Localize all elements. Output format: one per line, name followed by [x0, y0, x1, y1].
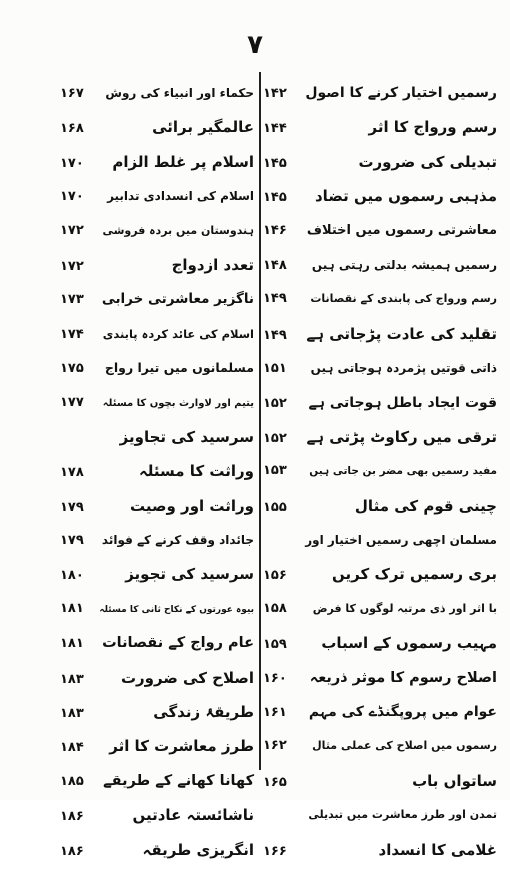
contents-entry: [263, 523, 503, 557]
entry-page-number: ۱۸۴: [60, 740, 84, 756]
entry-title: رسم ورواج کی پابندی کے نقصانات: [310, 292, 497, 306]
entry-title: عوام میں پروپگنڈے کی مہم: [308, 704, 497, 721]
entry-title: رسمیں اختیار کرنے کا اصول: [305, 85, 497, 101]
page-number: ۷: [247, 30, 263, 60]
contents-entry: [263, 110, 503, 144]
entry-title: تبدیلی کی ضرورت: [358, 152, 497, 171]
contents-entry: [60, 420, 256, 454]
entry-page-number: ۱۶۵: [263, 774, 287, 790]
entry-page-number: ۱۸۵: [60, 773, 84, 789]
entry-title: جائداد وقف کرنے کے فوائد: [101, 533, 254, 548]
entry-page-number: ۱۷۲: [60, 222, 84, 238]
entry-title: ناگزیر معاشرتی خرابی: [101, 291, 254, 308]
entry-title: طریقۂ زندگی: [153, 703, 254, 722]
contents-entry: [263, 729, 503, 763]
entry-page-number: ۱۴۶: [263, 222, 287, 238]
entry-title: اسلام کی عائد کردہ پابندی: [102, 326, 254, 341]
contents-entry: [60, 351, 256, 385]
entry-title: اصلاح رسوم کا موثر ذریعہ: [309, 669, 497, 686]
entry-title: سرسید کی تجاویز: [119, 427, 254, 446]
contents-entry: [263, 489, 503, 523]
entry-title: رسمیں ہمیشہ بدلتی رہتی ہیں: [311, 257, 497, 272]
contents-entry: [263, 798, 503, 832]
contents-entry: [263, 420, 503, 454]
contents-entry: [263, 214, 503, 248]
entry-page-number: ۱۷۸: [60, 465, 84, 481]
entry-page-number: ۱۷۲: [60, 258, 84, 274]
entry-page-number: ۱۸۶: [60, 843, 84, 859]
contents-entry: [263, 764, 503, 798]
entry-page-number: ۱۷۰: [60, 189, 84, 205]
contents-entry: [60, 454, 256, 488]
contents-entry: [60, 729, 256, 763]
contents-entry: [263, 145, 503, 179]
entry-page-number: ۱۵۶: [263, 568, 287, 584]
entry-page-number: ۱۴۲: [263, 86, 287, 101]
contents-entry: [60, 386, 256, 420]
entry-title: حکماء اور انبیاء کی روش: [105, 86, 254, 100]
contents-entry: [263, 282, 503, 316]
entry-page-number: ۱۵۸: [263, 600, 287, 616]
entry-page-number: ۱۷۴: [60, 326, 84, 342]
entry-page-number: ۱۴۸: [263, 257, 287, 273]
entry-title: بیوہ عورتوں کے نکاح ثانی کا مسئلہ: [99, 604, 254, 615]
contents-entry: [263, 661, 503, 695]
contents-entry: [60, 626, 256, 660]
entry-title: انگریزی طریقہ: [142, 840, 254, 859]
contents-entry: [60, 661, 256, 695]
entry-page-number: ۱۶۸: [60, 121, 84, 137]
entry-title: رسموں میں اصلاح کی عملی مثال: [312, 739, 497, 753]
entry-page-number: ۱۸۳: [60, 671, 84, 687]
contents-entry: [60, 764, 256, 798]
entry-page-number: ۱۴۴: [263, 121, 287, 137]
contents-entry: [60, 282, 256, 316]
contents-entry: [60, 489, 256, 523]
entry-page-number: ۱۷۷: [60, 394, 84, 410]
contents-entry: [263, 317, 503, 351]
entry-page-number: ۱۶۱: [263, 705, 287, 721]
entry-page-number: ۱۴۹: [263, 291, 287, 307]
entry-title: ترقی میں رکاوٹ پڑتی ہے: [306, 427, 497, 446]
entry-title: ناشائستہ عادتیں: [132, 806, 254, 825]
contents-entry: [263, 626, 503, 660]
entry-page-number: ۱۷۹: [60, 533, 84, 549]
entry-page-number: ۱۶۲: [263, 738, 287, 754]
contents-entry: [60, 110, 256, 144]
contents-entry: [263, 695, 503, 729]
entry-page-number: ۱۵۲: [263, 430, 287, 446]
entry-title: عام رواج کے نقصانات: [102, 635, 254, 652]
entry-title: چینی قوم کی مثال: [354, 496, 497, 515]
entry-page-number: ۱۷۹: [60, 499, 84, 515]
entry-title: اسلام پر غلط الزام: [112, 152, 254, 171]
entry-title: یتیم اور لاوارث بچوں کا مسئلہ: [102, 397, 254, 409]
entry-title: مسلمانوں میں تیرا رواج: [104, 360, 254, 376]
entry-title: تمدن اور طرز معاشرت میں تبدیلی: [308, 808, 497, 822]
contents-entry: [263, 454, 503, 488]
contents-entry: [263, 179, 503, 213]
entry-title: اسلام کی انسدادی تدابیر: [107, 189, 254, 204]
contents-entry: [263, 386, 503, 420]
entry-page-number: ۱۷۳: [60, 292, 84, 308]
entry-title: سرسید کی تجویز: [125, 565, 254, 584]
entry-title: کھانا کھانے کے طریقے: [103, 772, 254, 789]
entry-page-number: ۱۷۰: [60, 155, 84, 171]
entry-title: تقلید کی عادت پڑجاتی ہے: [306, 324, 497, 343]
entry-title: مہیب رسموں کے اسباب: [321, 634, 497, 653]
entry-page-number: ۱۵۱: [263, 361, 287, 377]
entry-title: ہندوستان میں بردہ فروشی: [102, 223, 254, 237]
entry-page-number: ۱۵۳: [263, 463, 287, 479]
entry-page-number: ۱۵۵: [263, 499, 287, 515]
entry-page-number: ۱۴۹: [263, 327, 287, 343]
entry-title: معاشرتی رسموں میں اختلاف: [306, 222, 497, 238]
entry-title: ذاتی قوتیں پژمردہ ہوجاتی ہیں: [310, 361, 497, 376]
entry-title: وراثت اور وصیت: [130, 496, 254, 515]
entry-title: طرز معاشرت کا اثر: [109, 737, 254, 756]
contents-entry: [60, 798, 256, 832]
contents-entry: [60, 557, 256, 591]
contents-entry: [60, 592, 256, 626]
entry-title: اصلاح کی ضرورت: [120, 668, 254, 687]
entry-title: بری رسمیں ترک کریں: [332, 565, 497, 584]
entry-page-number: ۱۶۶: [263, 843, 287, 859]
entry-title: غلامی کا انسداد: [378, 840, 497, 859]
contents-entry: [60, 145, 256, 179]
entry-title: رسم ورواج کا اثر: [368, 118, 497, 137]
contents-entry: [60, 833, 256, 867]
entry-title: با اثر اور ذی مرتبہ لوگوں کا فرض: [312, 601, 497, 615]
contents-entry: [263, 557, 503, 591]
entry-title: مذہبی رسموں میں تضاد: [314, 187, 497, 206]
entry-page-number: ۱۴۵: [263, 155, 287, 171]
entry-page-number: ۱۶۷: [60, 86, 84, 101]
contents-entry: [60, 695, 256, 729]
contents-entry: [263, 833, 503, 867]
entry-page-number: ۱۷۵: [60, 361, 84, 377]
contents-entry: [60, 248, 256, 282]
contents-entry: [60, 76, 256, 110]
contents-entry: [60, 317, 256, 351]
entry-title: قوت ایجاد باطل ہوجاتی ہے: [308, 394, 497, 411]
contents-entry: [263, 592, 503, 626]
entry-title: مفید رسمیں بھی مضر بن جاتی ہیں: [309, 465, 497, 478]
contents-entry: [263, 351, 503, 385]
entry-page-number: ۱۸۱: [60, 600, 84, 616]
entry-title: تعدد ازدواج: [171, 255, 254, 274]
contents-entry: [60, 214, 256, 248]
contents-entry: [263, 76, 503, 110]
entry-page-number: ۱۸۳: [60, 706, 84, 722]
entry-title: وراثت کا مسئلہ: [139, 462, 254, 481]
contents-entry: [60, 523, 256, 557]
contents-column-left: [60, 76, 256, 867]
entry-page-number: ۱۸۶: [60, 809, 84, 825]
entry-page-number: ۱۸۰: [60, 568, 84, 584]
entry-page-number: ۱۵۹: [263, 637, 287, 653]
contents-entry: [60, 179, 256, 213]
contents-entry: [263, 248, 503, 282]
entry-page-number: ۱۴۵: [263, 190, 287, 206]
entry-title: مسلمان اچھی رسمیں اختیار اور: [305, 533, 497, 548]
entry-page-number: ۱۶۰: [263, 670, 287, 686]
entry-title: ساتواں باب: [412, 771, 497, 790]
entry-page-number: ۱۸۱: [60, 636, 84, 652]
contents-column-right: [263, 76, 503, 867]
entry-title: عالمگیر برائی: [152, 118, 254, 137]
column-divider: [259, 72, 261, 770]
entry-page-number: ۱۵۲: [263, 395, 287, 411]
